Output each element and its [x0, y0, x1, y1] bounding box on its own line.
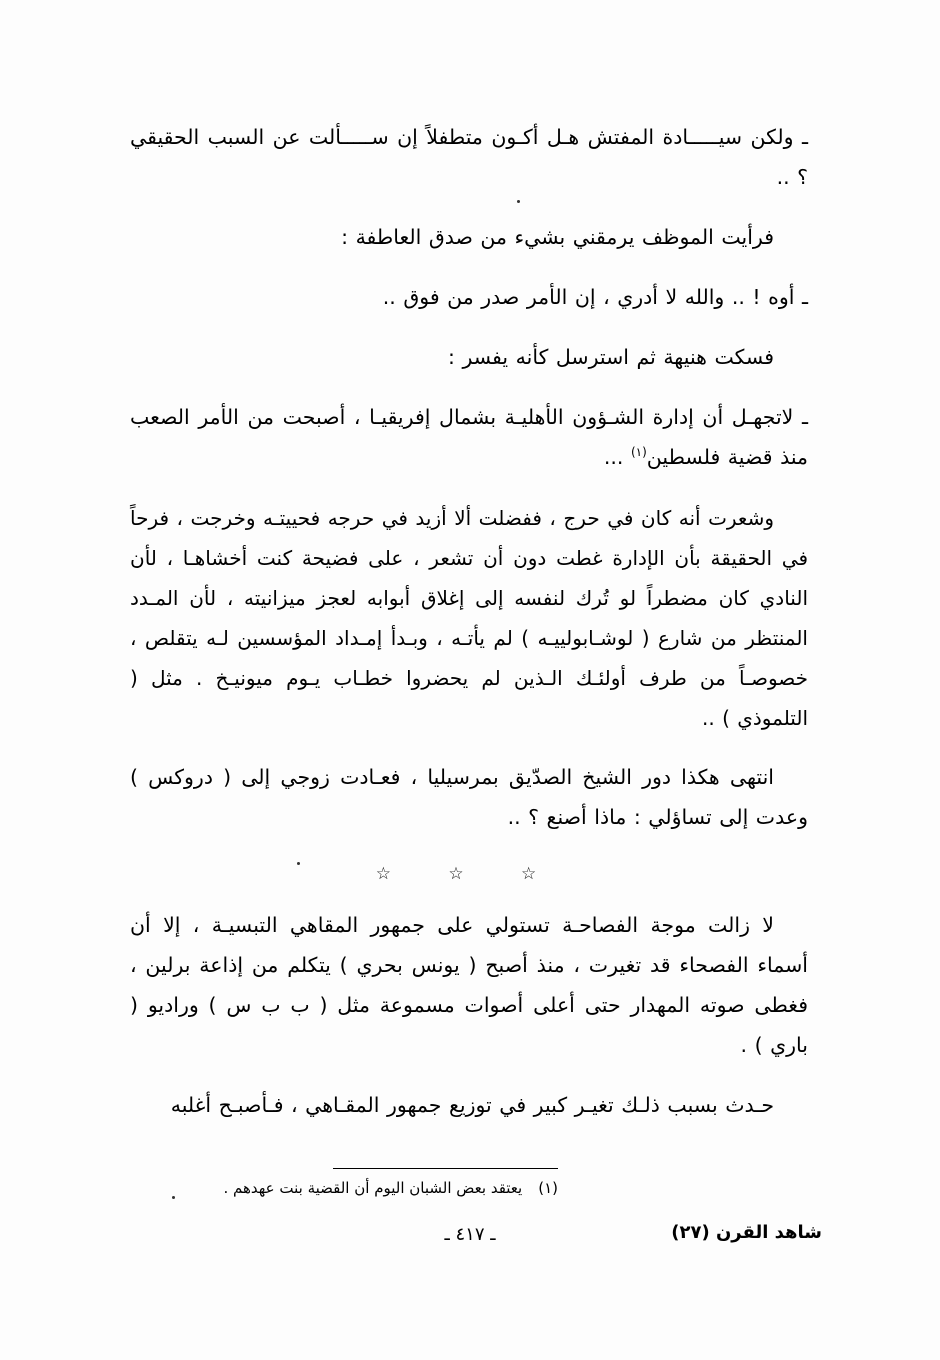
- paragraph-dialogue-2: ـ أوه ! .. والله لا أدري ، إن الأمر صدر من فوق ..: [382, 284, 808, 309]
- paragraph-narration-4: انتهى هكذا دور الشيخ الصدّيق بمرسيليا ، فعـادت زوجي إلى ( دروكس ) وعدت إلى تساؤلي : ماذا أصنع ؟ ..: [130, 764, 808, 829]
- footnote-marker: (١): [538, 1179, 558, 1197]
- paragraph-narration-6: حـدث بسبب ذلـك تغيـر كبير في توزيع جمهور المقـاهي ، فـأصبـح أغلبه: [170, 1092, 774, 1117]
- paragraph-dialogue-3-tail: ...: [603, 444, 631, 469]
- footer-page-number: ـ ٤١٧ ـ: [444, 1224, 496, 1245]
- paragraph-narration-3: وشعرت أنه كان في حرج ، ففضلت ألا أزيد في حرجه فحييتـه وخرجت ، فرحاً في الحقيقة بأن الإدارة غطت دون أن تشعر ، على فضيحة كنت أخشاهـا ، لأن النادي كان مضطراً لو تُرك لنفسه إلى إغلاق أبوابه لعجز ميزانيته ، لأن المـدد المنتظر من شارع ( لوشـابولييـه ) لم يأتـه ، وبـدأ إمـداد المؤسسين لـه يتقلص ، خصوصـاً من طرف أولئـك الـذين لم يحضروا خطـاب يـوم ميونيـخ . مثل ( التلموذي ) ..: [130, 505, 808, 730]
- paragraph-narration-5: لا زالت موجة الفصاحـة تستولي على جمهور المقاهي التبسيـة ، إلا أن أسماء الفصحاء قد تغيرت ، منذ أصبح ( يونس بحري ) يتكلم من إذاعة برلين ، فغطى صوته المهدار حتى أعلى أصوات مسموعة مثل ( ب ب س ) وراديو ( باري ) .: [130, 912, 808, 1057]
- footnote-1: [130, 1176, 558, 1200]
- page-body-text: [130, 118, 808, 1146]
- paragraph-narration-1: فرأيت الموظف يرمقني بشيء من صدق العاطفة :: [341, 224, 774, 249]
- paragraph-narration-2: فسكت هنيهة ثم استرسل كأنه يفسر :: [448, 344, 774, 369]
- page-footer: [118, 1222, 822, 1248]
- footnote-text: يعتقد بعض الشبان اليوم أن القضية بنت عهدهم .: [223, 1179, 523, 1197]
- footer-book-title: شاهد القرن (٢٧): [671, 1222, 822, 1243]
- paragraph-dialogue-3-text: ـ لاتجهـل أن إدارة الشـؤون الأهليـة بشمال إفريقيـا ، أصبحت من الأمر الصعب منذ قضية فلسطين: [130, 404, 808, 469]
- footnote-separator-rule: [333, 1168, 558, 1169]
- paragraph-dialogue-1: ـ ولكن سيـــــادة المفتش هـل أكـون متطفلاً إن ســـــألت عن السبب الحقيقي ؟ ..: [130, 125, 808, 189]
- footnote-reference-1: (١): [630, 444, 647, 459]
- paragraph-dialogue-3: [130, 398, 808, 478]
- section-divider: ☆ ☆ ☆: [375, 863, 563, 884]
